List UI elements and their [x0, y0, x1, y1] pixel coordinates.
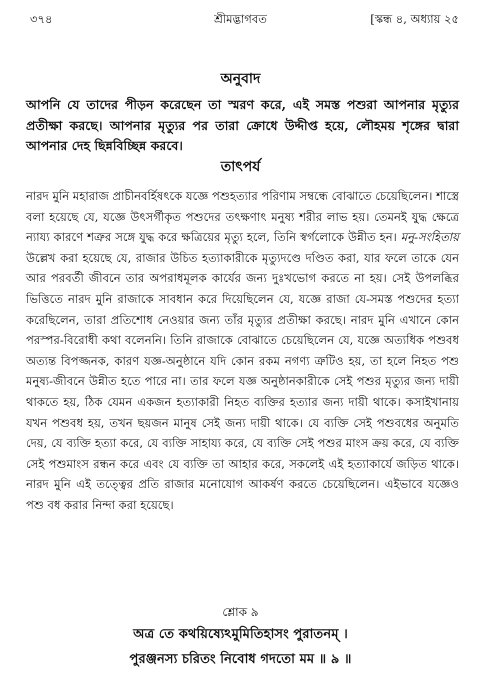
purport-heading: তাৎপর্য — [220, 159, 261, 175]
purport-text — [26, 186, 459, 516]
translation-heading: অনুবাদ — [220, 71, 261, 87]
verse-line-2: পুরঞ্জনস্য চরিতং নিবোধ গদতো মম ॥ ৯ ॥ — [129, 652, 352, 667]
cited-work: মনু-সংহিতায় — [400, 230, 460, 245]
chapter-reference: [স্কন্ধ ৪, অধ্যায় ২৫ — [370, 12, 459, 26]
page-number: ৩৭৪ — [30, 12, 53, 26]
purport-text-part-2: উল্লেখ করা হয়েছে যে, রাজার উচিত হত্যাকারীকে মৃত্যুদণ্ডে দণ্ডিত করা, যার ফলে তাকে যেন আর পরবর্তী জীবনে তার অপরাধমূলক কার্যের জন্য দুঃখভোগ করতে না হয়। সেই উপলব্ধির ভিত্তিতে নারদ মুনি রাজাকে সাবধান করে দিয়েছিলেন যে, যজ্ঞে রাজা যে-সমস্ত পশুদের হত্যা করেছিলেন, তারা প্রতিশোধ নেওয়ার জন্য তাঁর মৃত্যুর প্রতীক্ষা করছে। নারদ মুনি এখানে কোন পরস্পর-বিরোধী কথা বলেননি। তিনি রাজাকে বোঝাতে চেয়েছিলেন যে, যজ্ঞে অত্যধিক পশুবধ অত্যন্ত বিপজ্জনক, কারণ যজ্ঞ-অনুষ্ঠানে যদি কোন রকম নগণ্য ত্রুটিও হয়, তা হলে নিহত পশু মনুষ্য-জীবনে উন্নীত হতে পারে না। তার ফলে যজ্ঞ অনুষ্ঠানকারীকে সেই পশুর মৃত্যুর জন্য দায়ী থাকতে হয়, ঠিক যেমন একজন হত্যাকারী নিহত ব্যক্তির হত্যার জন্য দায়ী থাকে। কসাইখানায় যখন পশুবধ হয়, তখন ছয়জন মানুষ সেই জন্য দায়ী থাকে। যে ব্যক্তি সেই পশুবধের অনুমতি দেয়, যে ব্যক্তি হত্যা করে, যে ব্যক্তি সাহায্য করে, যে ব্যক্তি সেই পশুর মাংস ক্রয় করে, যে ব্যক্তি সেই পশুমাংস রন্ধন করে এবং যে ব্যক্তি তা আহার করে, সকলেই এই হত্যাকার্যে জড়িত থাকে। নারদ মুনি এই তত্ত্বের প্রতি রাজার মনোযোগ আকর্ষণ করতে চেয়েছিলেন। এইভাবে যজ্ঞেও পশু বধ করার নিন্দা করা হয়েছে। — [26, 250, 459, 512]
verse-line-1: অত্র তে কথয়িষ্যেঽমুমিতিহাসং পুরাতনম্ । — [133, 627, 348, 642]
purport-text-part-1: নারদ মুনি মহারাজ প্রাচীনবর্হিষৎকে যজ্ঞে পশুহত্যার পরিণাম সম্বন্ধে বোঝাতে চেয়েছিলেন। শাস্ত্রে বলা হয়েছে যে, যজ্ঞে উৎসর্গীকৃত পশুদের তৎক্ষণাৎ মনুষ্য শরীর লাভ হয়। তেমনই যুদ্ধ ক্ষেত্রে ন্যায্য কারণে শত্রুর সঙ্গে যুদ্ধ করে ক্ষত্রিয়ের মৃত্যু হলে, তিনি স্বর্গলোকে উন্নীত হন। — [26, 189, 459, 245]
sloka-label: শ্লোক ৯ — [222, 605, 259, 619]
translation-text: আপনি যে তাদের পীড়ন করেছেন তা স্মরণ করে, এই সমস্ত পশুরা আপনার মৃত্যুর প্রতীক্ষা করছে। আপনার মৃত্যুর পর তারা ক্রোধে উদ্দীপ্ত হয়ে, লৌহময় শৃঙ্গের দ্বারা আপনার দেহ ছিন্নবিচ্ছিন্ন করবে। — [26, 97, 459, 153]
page-header — [22, 10, 459, 28]
book-title: শ্রীমদ্ভাগবত — [214, 12, 267, 26]
